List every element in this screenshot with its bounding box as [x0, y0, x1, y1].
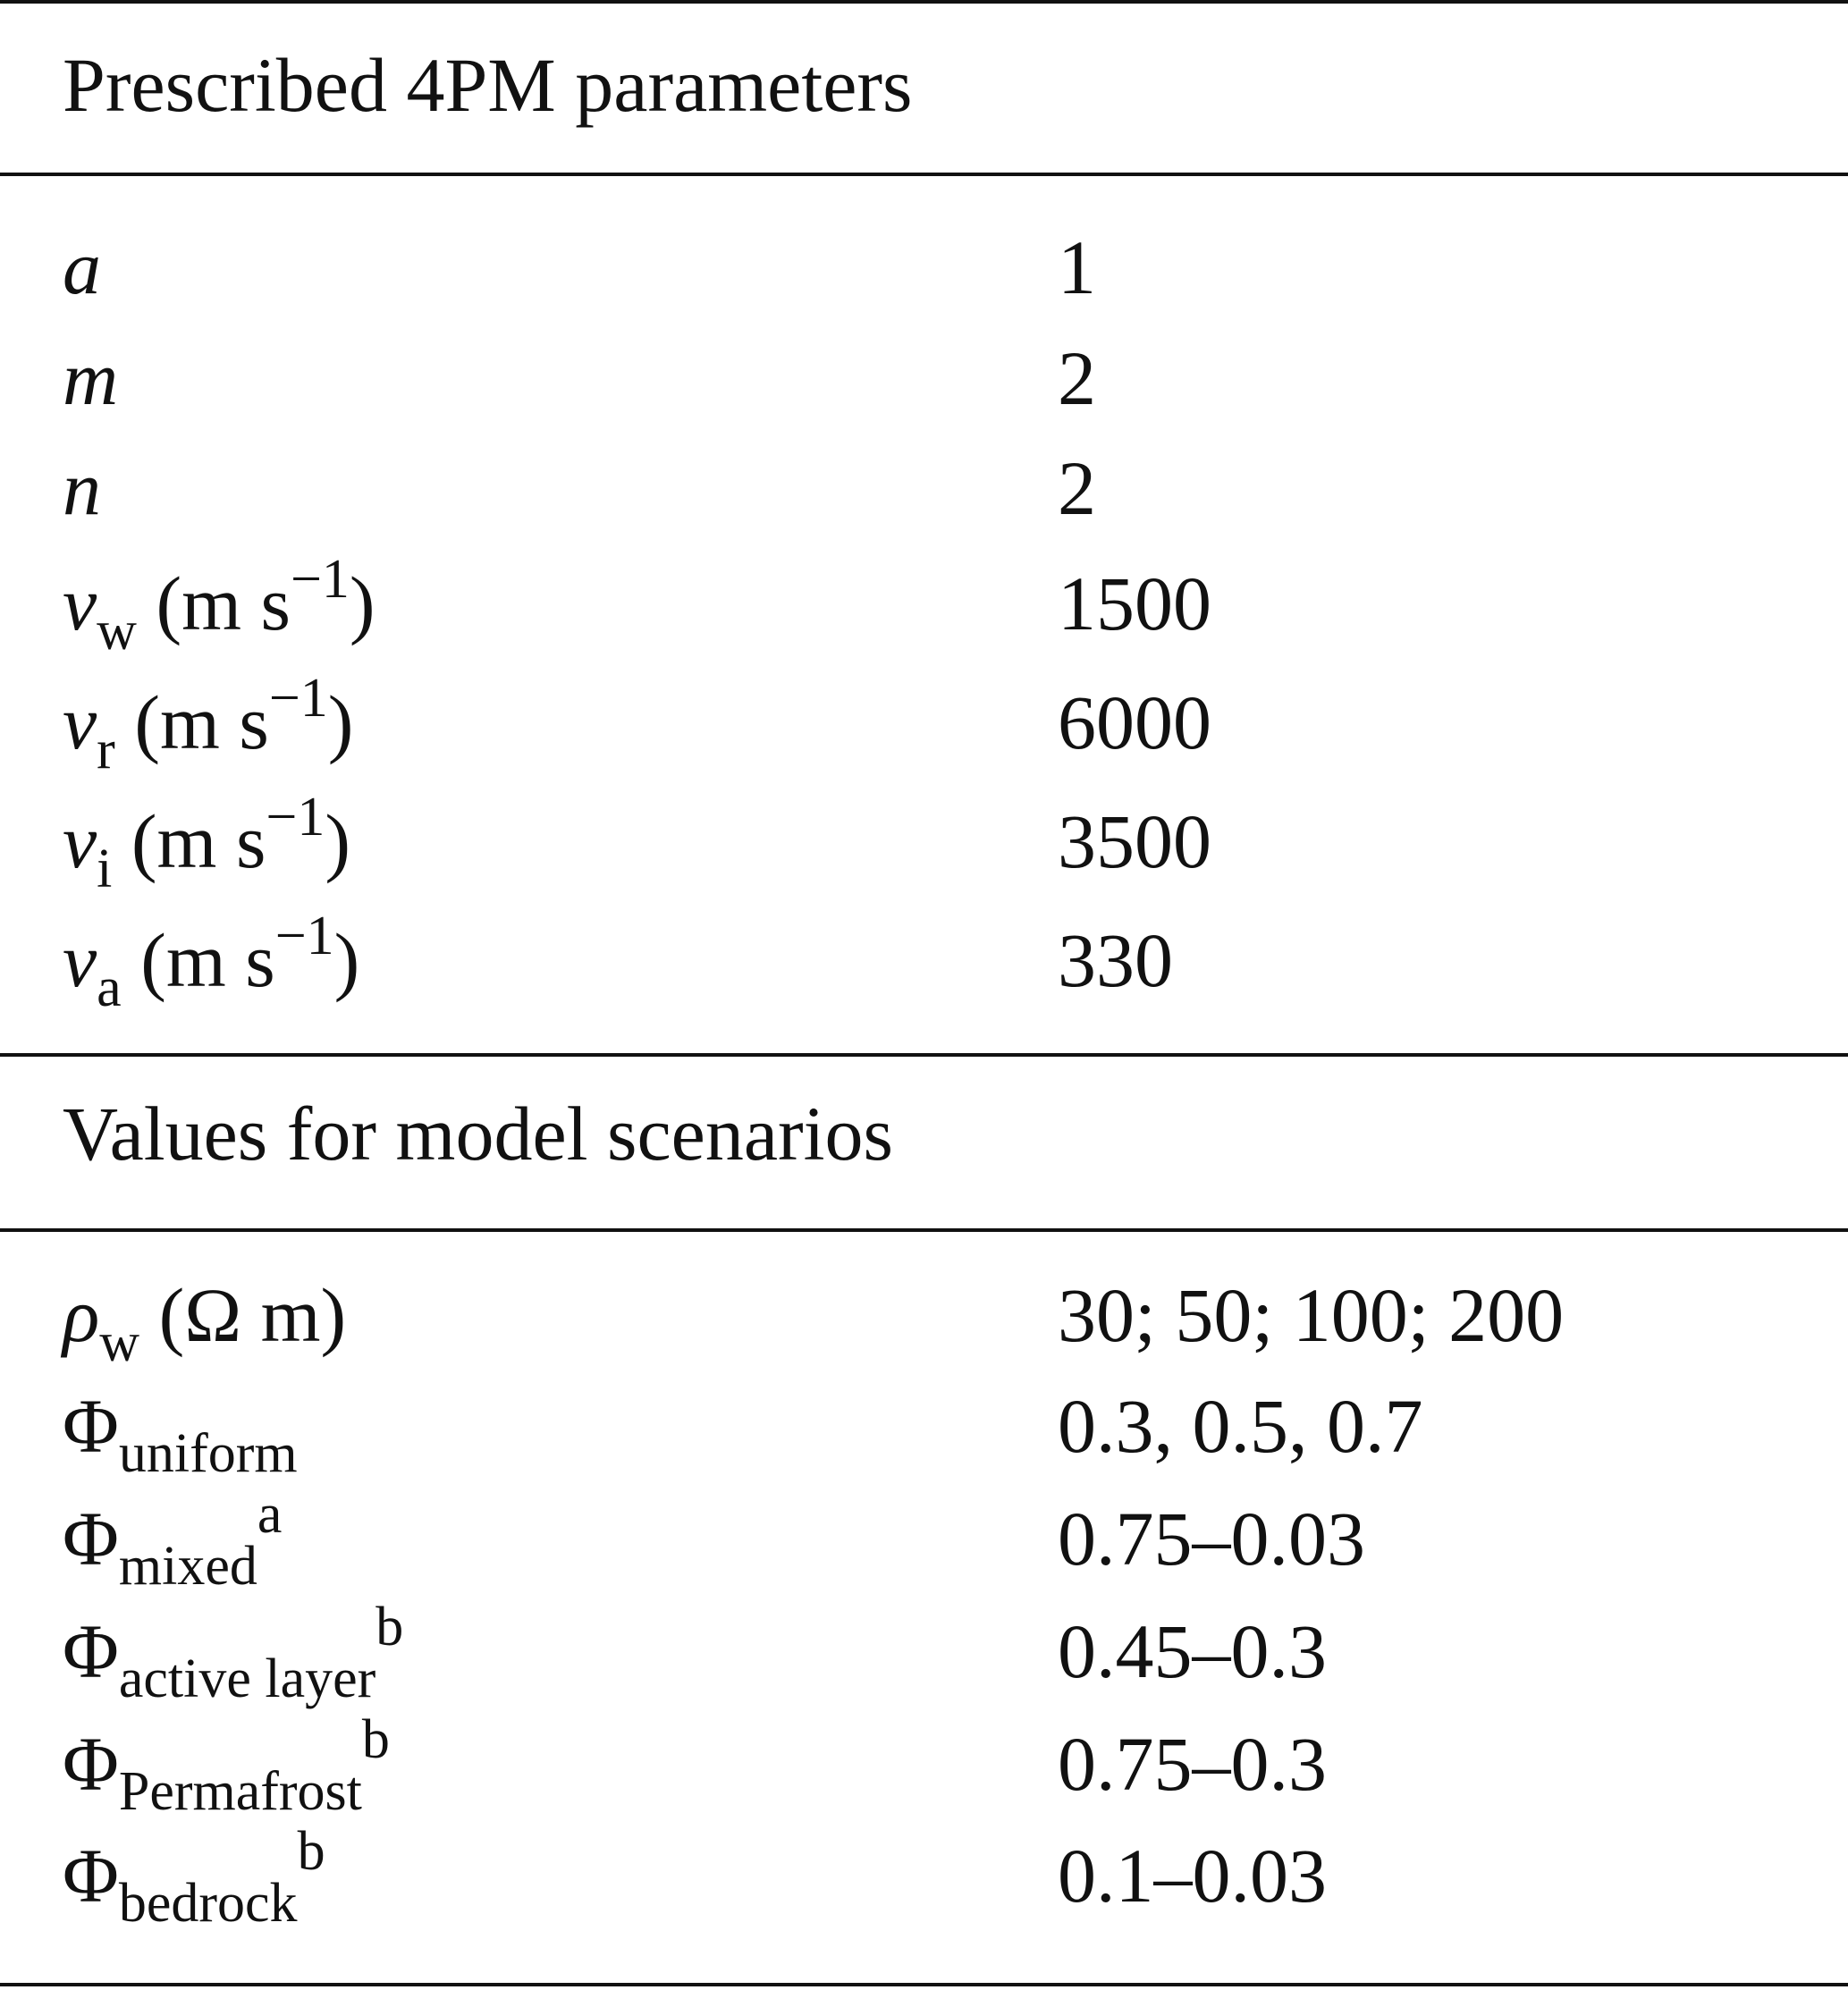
table-row	[0, 1709, 1848, 1836]
parameter-label: m	[63, 335, 119, 421]
table-row	[0, 906, 1848, 1033]
table-row	[0, 787, 1848, 914]
parameter-label: $v_a$ (m $s^{-1}$)	[63, 906, 360, 1018]
parameter-value: 1	[1058, 224, 1096, 310]
parameter-label: n	[63, 445, 101, 531]
parameter-label: $\Phi_{Permafrost}^b$	[63, 1709, 390, 1822]
parameter-value: 3500	[1058, 798, 1211, 884]
table-row	[0, 668, 1848, 795]
table-row	[0, 1597, 1848, 1724]
section-title-prescribed: Prescribed 4PM parameters	[63, 42, 913, 128]
header-rule-2	[0, 1228, 1848, 1232]
table-row	[0, 1484, 1848, 1611]
parameter-label: $v_i$ (m $s^{-1}$)	[63, 787, 351, 899]
parameter-label: $\Phi_{active layer}^b$	[63, 1597, 404, 1709]
parameter-value: 0.3, 0.5, 0.7	[1058, 1383, 1423, 1469]
parameter-label: $\Phi_{mixed}^a$	[63, 1484, 283, 1597]
table-row	[0, 549, 1848, 676]
table-row	[0, 1821, 1848, 1948]
top-rule	[0, 0, 1848, 4]
parameter-label: $\rho_w$ (Ω m)	[63, 1272, 347, 1373]
parameter-label: $\Phi_{bedrock}^b$	[63, 1821, 325, 1934]
parameter-value: 2	[1058, 445, 1096, 531]
parameter-value: 0.75–0.3	[1058, 1721, 1327, 1807]
parameter-label: $v_w$ (m $s^{-1}$)	[63, 549, 376, 662]
bottom-rule	[0, 1983, 1848, 1986]
parameter-value: 0.75–0.03	[1058, 1496, 1365, 1581]
section-title-scenarios: Values for model scenarios	[63, 1091, 893, 1176]
parameter-value: 0.45–0.3	[1058, 1608, 1327, 1694]
table-row	[0, 1383, 1848, 1498]
header-rule-1	[0, 173, 1848, 176]
table-row	[0, 445, 1848, 561]
table-row	[0, 1272, 1848, 1387]
table-row	[0, 224, 1848, 340]
parameter-value: 0.1–0.03	[1058, 1833, 1327, 1918]
table-row	[0, 335, 1848, 451]
parameter-label: a	[63, 224, 101, 310]
parameter-value: 2	[1058, 335, 1096, 421]
parameter-label: $v_r$ (m $s^{-1}$)	[63, 668, 354, 780]
parameter-value: 1500	[1058, 561, 1211, 646]
parameter-value: 30; 50; 100; 200	[1058, 1272, 1565, 1358]
parameter-value: 330	[1058, 917, 1173, 1003]
section-rule	[0, 1053, 1848, 1057]
parameter-value: 6000	[1058, 679, 1211, 765]
parameter-label: $\Phi_{uniform}$	[63, 1383, 298, 1484]
